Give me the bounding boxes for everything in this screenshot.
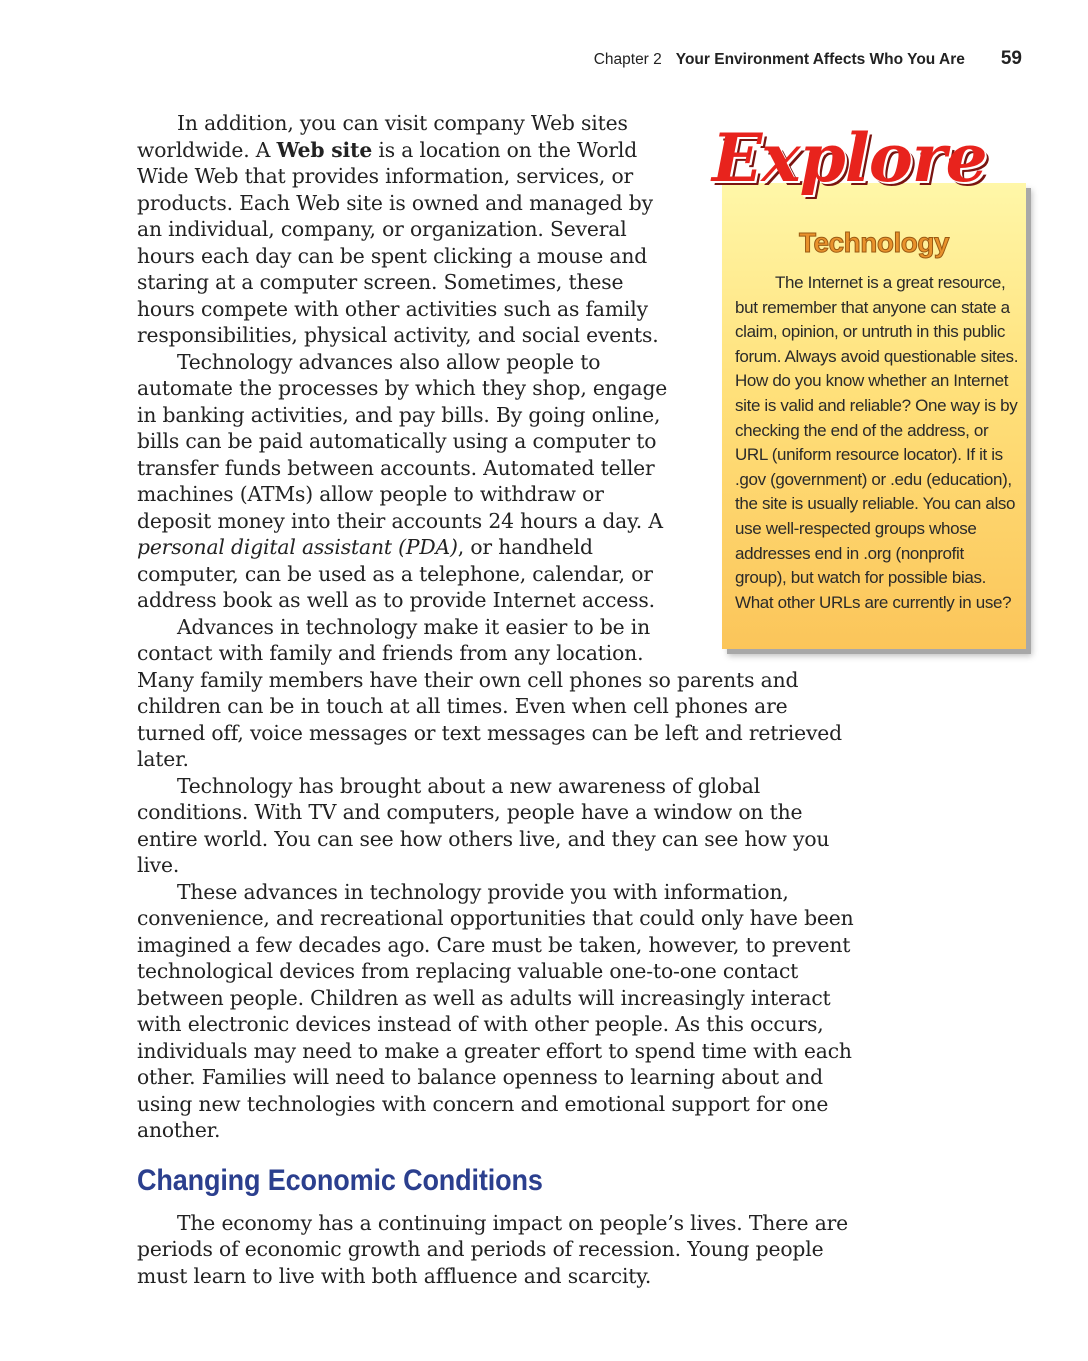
paragraph-web-sites: In addition, you can visit company Web sites worldwide. A Web site is a location on the World Wide Web that provides information, services, or products. Each Web site is owned and managed by an individual, company, or organization. Several hours each day can be spent clicking a mouse and staring at a computer screen. Sometimes, these hours compete with other activities such as family responsibilities, physical activity, and social events. xyxy=(137,111,659,347)
explore-subtitle: Technology xyxy=(798,227,950,258)
paragraph-contact: Advances in technology make it easier to be in contact with family and friends from any location. Many family members have their own cell phones so parents and children can be in touch at all times. Even when cell phones are turned off, voice messages or text messages can be left and retrieved later. xyxy=(137,614,842,771)
sidebar-spacer xyxy=(689,110,855,662)
explore-title: Explore xyxy=(712,119,987,197)
chapter-title: Your Environment Affects Who You Are xyxy=(675,51,965,68)
paragraph-economy: The economy has a continuing impact on people’s lives. There are periods of economic growth and periods of recession. Young people must learn to live with both affluence and scarcity. xyxy=(137,1210,849,1288)
term-pda: personal digital assistant (PDA) xyxy=(137,535,458,559)
running-header xyxy=(594,48,1022,70)
chapter-label: Chapter 2 xyxy=(593,51,662,68)
paragraph-automation: Technology advances also allow people to automate the processes by which they shop, engage in banking activities, and pay bills. By going online, bills can be paid automatically using a computer to transfer funds between accounts. Automated teller machines (ATMs) allow people to withdraw or deposit money into their accounts 24 hours a day. A personal digital assistant (PDA), or handheld computer, can be used as a telephone, calendar, or address book as well as to provide Internet access. xyxy=(137,349,668,612)
main-text xyxy=(137,110,855,1289)
paragraph-advances: These advances in technology provide you with information, convenience, and recreational opportunities that could only have been imagined a few decades ago. Care must be taken, however, to prevent technological devices from replacing valuable one-to-one contact between people. Children as well as adults will increasingly interact with electronic devices instead of with other people. As this occurs, individuals may need to make a greater effort to spend time with each other. Families will need to balance openness to learning about and using new technologies with concern and emotional support for one another. xyxy=(137,879,854,1142)
explore-body-text: The Internet is a great resource, but remember that anyone can state a claim, opinion, or untruth in this public forum. Always avoid questionable sites. How do you know whether an Internet site is valid and reliable? One way is by checking the end of the address, or URL (uniform resource locator). If it is .gov (government) or .edu (education), the site is usually reliable. You can also use well-respected groups whose addresses end in .org (nonprofit group), but watch for possible bias. What other URLs are currently in use? xyxy=(735,273,1019,612)
section-heading: Changing Economic Conditions xyxy=(137,1163,543,1197)
page-number: 59 xyxy=(1000,48,1022,69)
term-web-site: Web site xyxy=(276,137,373,162)
paragraph-global: Technology has brought about a new awareness of global conditions. With TV and computers, people have a window on the entire world. You can see how others live, and they can see how you live. xyxy=(137,773,830,877)
